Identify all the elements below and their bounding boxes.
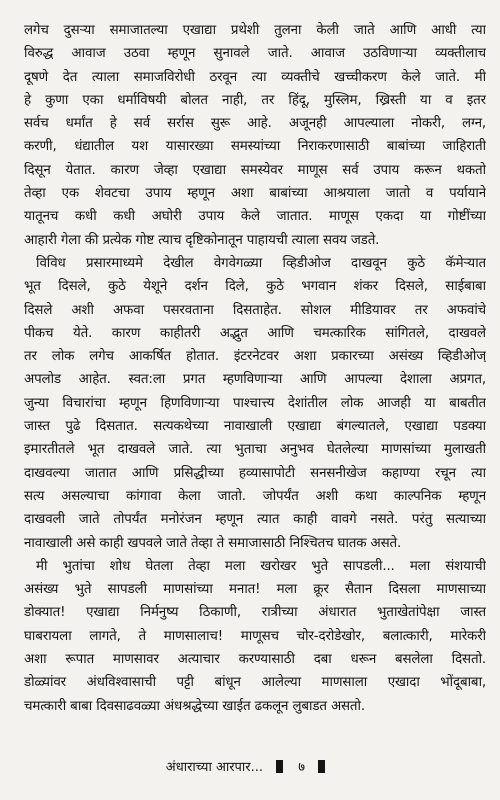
text-line: डोक्यात! एखाद्या निर्मनुष्य ठिकाणी, रात्रीच्या अंधारात भुताखेतांपेक्षा जास्त bbox=[24, 605, 486, 621]
page-number: ७ bbox=[298, 760, 306, 775]
text-line: घाबरायला लागते, ते माणसालाच! माणूसच चोर-दरोडेखोर, बलात्कारी, मारेकरी bbox=[24, 628, 486, 644]
page-footer bbox=[0, 757, 500, 775]
text-line: करणी, धंद्यातील यश यासारख्या समस्यांच्या निराकरणासाठी बाबांच्या जाहिराती bbox=[24, 139, 486, 155]
body-text bbox=[24, 19, 486, 718]
text-line: दाखवल्या जातात आणि प्रसिद्धीच्या हव्यासापोटी सनसनीखेज कहाण्या रचून त्या bbox=[24, 465, 486, 481]
text-line: अशा रूपात माणसावर अत्याचार करण्यासाठी दबा धरून बसलेला दिसतो. bbox=[24, 652, 486, 668]
text-line: अपलोड आहेत. स्वत:ला प्रगत म्हणविणाऱ्या आणि आपल्या देशाला अप्रगत, bbox=[24, 372, 486, 388]
text-line: आहारी गेला की प्रत्येक गोष्ट त्याच दृष्टिकोनातून पाहायची त्याला सवय जडते. bbox=[24, 232, 380, 248]
text-line: विरुद्ध आवाज उठवा म्हणून सुनावले जाते. आवाज उठविणाऱ्या व्यक्तीलाच bbox=[24, 46, 486, 62]
text-line: सर्वच धर्मांत हे सर्व सर्रास सुरू आहे. अजूनही आपल्याला नोकरी, लग्न, bbox=[24, 116, 486, 132]
text-line: दिसून येतात. कारण जेव्हा एखाद्या समस्येवर माणूस सर्व उपाय करून थकतो bbox=[24, 162, 486, 178]
text-line: यातूनच कधी कधी अघोरी उपाय केले जातात. माणूस एकदा या गोष्टींच्या bbox=[24, 209, 486, 225]
text-line: तेव्हा एक शेवटचा उपाय म्हणून अशा बाबांच्या आश्रयाला जातो व पर्यायाने bbox=[24, 186, 486, 202]
text-line: जास्त पुढे दिसतात. सत्यकथेच्या नावाखाली एखाद्या बंगल्यातले, एखाद्या पडक्या bbox=[24, 419, 486, 435]
text-line: हे कुणा एका धर्माविषयी बोलत नाही, तर हिंदू, मुस्लिम, ख्रिस्ती या व इतर bbox=[24, 92, 486, 108]
text-line: दिसले अशी अफवा पसरवताना दिसताहेत. सोशल मीडियावर तर अफवांचे bbox=[24, 302, 486, 318]
text-line: लगेच दुसऱ्या समाजातल्या एखाद्या प्रथेशी तुलना केली जाते आणि आधी त्या bbox=[24, 23, 486, 38]
separator-block-right bbox=[318, 760, 325, 773]
text-line: तर लोक लगेच आकर्षित होतात. इंटरनेटवर अशा प्रकारच्या असंख्य व्हिडीओज् bbox=[24, 349, 486, 365]
text-line: डोळ्यांवर अंधविश्वासाची पट्टी बांधून आलेल्या माणसाला एखादा भोंदूबाबा, bbox=[24, 675, 486, 691]
text-line: इमारतीतले भूत दाखवले जाते. त्या भुताचा अनुभव घेतलेल्या माणसांच्या मुलाखती bbox=[24, 442, 486, 458]
text-line: असंख्य भुते सापडली माणसांच्या मनात! मला क्रूर सैतान दिसला माणसाच्या bbox=[24, 582, 486, 598]
text-line: जुन्या विचारांचा म्हणून हिणविणाऱ्या पाश्चात्त्य देशांतील लोक आजही या बाबतीत bbox=[24, 395, 486, 411]
text-line: चमत्कारी बाबा दिवसाढवळ्या अंधश्रद्धेच्या खाईत ढकलून लुबाडत असतो. bbox=[24, 698, 365, 714]
text-line: भूत दिसले, कुठे येशूने दर्शन दिले, कुठे भगवान शंकर दिसले, साईबाबा bbox=[24, 279, 486, 295]
text-line: नावाखाली असे काही खपवले जाते तेव्हा ते समाजासाठी निश्चितच घातक असते. bbox=[24, 535, 402, 551]
text-line: दाखवली जाते तोपर्यंत मनोरंजन म्हणून त्यात काही वावगे नसते. परंतु सत्याच्या bbox=[24, 512, 486, 528]
running-title: अंधाराच्या आरपार... bbox=[165, 760, 264, 775]
text-line: विविध प्रसारमाध्यमे देखील वेगवेगळ्या व्हिडीओज दाखवून कुठे कॅमेऱ्यात bbox=[36, 255, 486, 271]
text-line: दूषणे देत त्याला समाजविरोधी ठरवून त्या व्यक्तीचे खच्चीकरण केले जाते. मी bbox=[24, 69, 486, 85]
text-line: पीकच येते. कारण काहीतरी अद्भुत आणि चमत्कारिक सांगितले, दाखवले bbox=[24, 325, 486, 341]
separator-block-left bbox=[276, 760, 283, 773]
text-line: मी भुतांचा शोध घेतला तेव्हा मला खरोखर भुते सापडली... मला संशयाची bbox=[36, 558, 486, 574]
text-line: सत्य असल्याचा कांगावा केला जातो. जोपर्यंत अशी कथा काल्पनिक म्हणून bbox=[24, 488, 486, 504]
